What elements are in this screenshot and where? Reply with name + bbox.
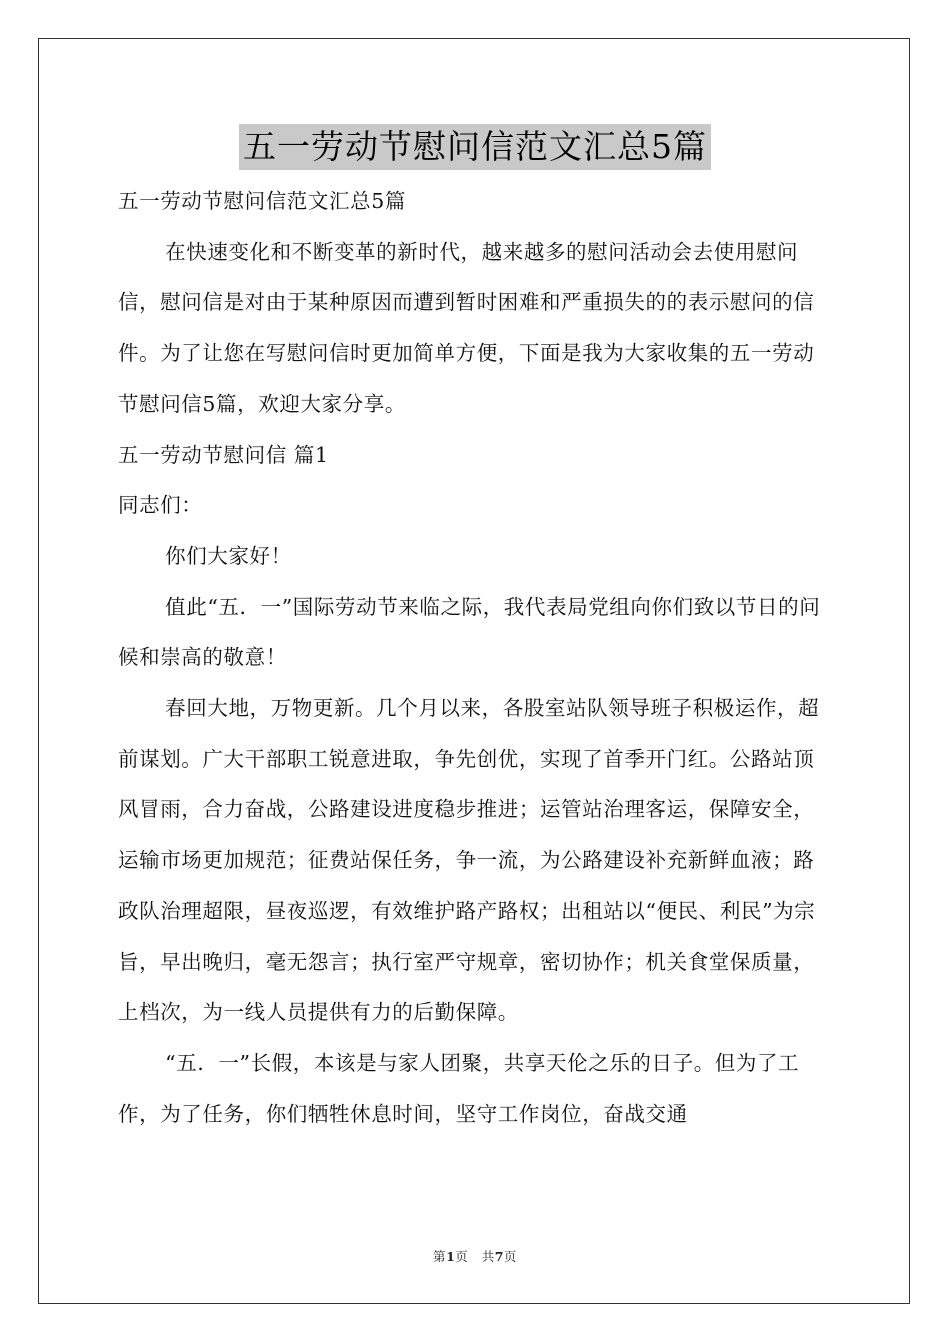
footer-total-suffix: 页 [503,1249,517,1264]
greeting: 你们大家好！ [165,543,292,568]
footer-total-pages: 7 [494,1249,504,1264]
footer-prefix: 第 [433,1249,447,1264]
footer-page-suffix: 页 [455,1249,469,1264]
title-container [0,124,950,170]
document-title: 五一劳动节慰问信范文汇总5篇 [239,124,711,170]
footer-page-number: 1 [446,1249,456,1264]
document-body [118,176,834,1139]
paragraph-body: 春回大地，万物更新。几个月以来，各股室站队领导班子积极运作，超前谋划。广大干部职工锐意进取，争先创优，实现了首季开门红。公路站顶风冒雨，合力奋战，公路建设进度稳步推进；运管站治理客运，保障安全，运输市场更加规范；征费站保任务，争一流，为公路建设补充新鲜血液；路政队治理超限，昼夜巡逻，有效维护路产路权；出租站以“便民、利民”为宗旨，早出晚归，毫无怨言；执行室严守规章，密切协作；机关食堂保质量，上档次，为一线人员提供有力的后勤保障。 [118,696,820,1025]
page-footer [0,1247,950,1265]
paragraph-subtitle: 五一劳动节慰问信范文汇总5篇 [118,189,406,213]
section-heading: 五一劳动节慰问信 篇1 [118,442,329,467]
paragraph-intro: 在快速变化和不断变革的新时代，越来越多的慰问活动会去使用慰问信，慰问信是对由于某种原因而遭到暂时困难和严重损失的的表示慰问的信件。为了让您在写慰问信时更加简单方便，下面是我为大家收集的五一劳动节慰问信5篇，欢迎大家分享。 [118,239,815,416]
salutation: 同志们： [118,493,203,518]
paragraph-body: 值此“五．一”国际劳动节来临之际，我代表局党组向你们致以节日的问候和崇高的敬意！ [118,594,821,670]
paragraph-body: “五．一”长假，本该是与家人团聚，共享天伦之乐的日子。但为了工作，为了任务，你们牺牲休息时间，坚守工作岗位，奋战交通 [118,1050,800,1126]
footer-total-prefix: 共 [481,1249,495,1264]
